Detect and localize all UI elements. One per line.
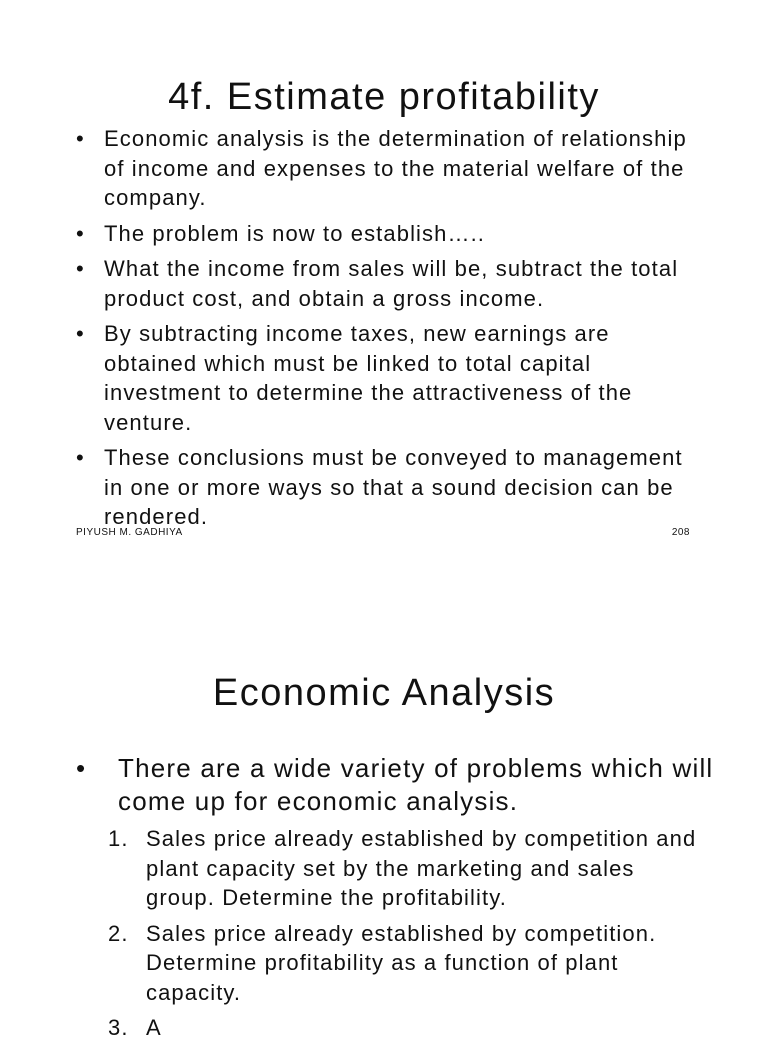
bullet-item: • There are a wide variety of problems which will come up for economic analysis. <box>76 752 716 818</box>
bullet-item: • By subtracting income taxes, new earnings are obtained which must be linked to total capital investment to determine the attractiveness of the venture. <box>76 319 706 437</box>
page-number: 208 <box>671 527 690 538</box>
bullet-item: • The problem is now to establish….. <box>76 219 706 249</box>
item-number: 1. <box>108 826 129 851</box>
item-text: Sales price already established by competition and plant capacity set by the marketing and sales group. Determine the profitability. <box>146 826 697 910</box>
numbered-item <box>108 1013 708 1043</box>
bullet-item: • These conclusions must be conveyed to management in one or more ways so that a sound decision can be rendered. <box>76 443 706 532</box>
bullet-list <box>76 124 706 538</box>
numbered-item <box>108 824 708 913</box>
bullet-item: • What the income from sales will be, subtract the total product cost, and obtain a gross income. <box>76 254 706 313</box>
item-text: A <box>146 1015 162 1040</box>
bullet-list <box>76 752 716 824</box>
item-text: Sales price already established by competition. Determine profitability as a function of plant capacity. <box>146 920 657 1005</box>
slide-title: 4f. Estimate profitability <box>168 76 600 118</box>
slide-title: Economic Analysis <box>212 672 556 714</box>
bullet-item: • Economic analysis is the determination of relationship of income and expenses to the material welfare of the company. <box>76 124 706 213</box>
item-number: 2. <box>108 920 129 946</box>
numbered-item <box>108 919 708 1008</box>
footer-author: PIYUSH M. GADHIYA <box>76 527 183 538</box>
numbered-list <box>108 824 708 1049</box>
slide-economic-analysis <box>0 560 768 1040</box>
item-number: 3. <box>108 1015 129 1040</box>
